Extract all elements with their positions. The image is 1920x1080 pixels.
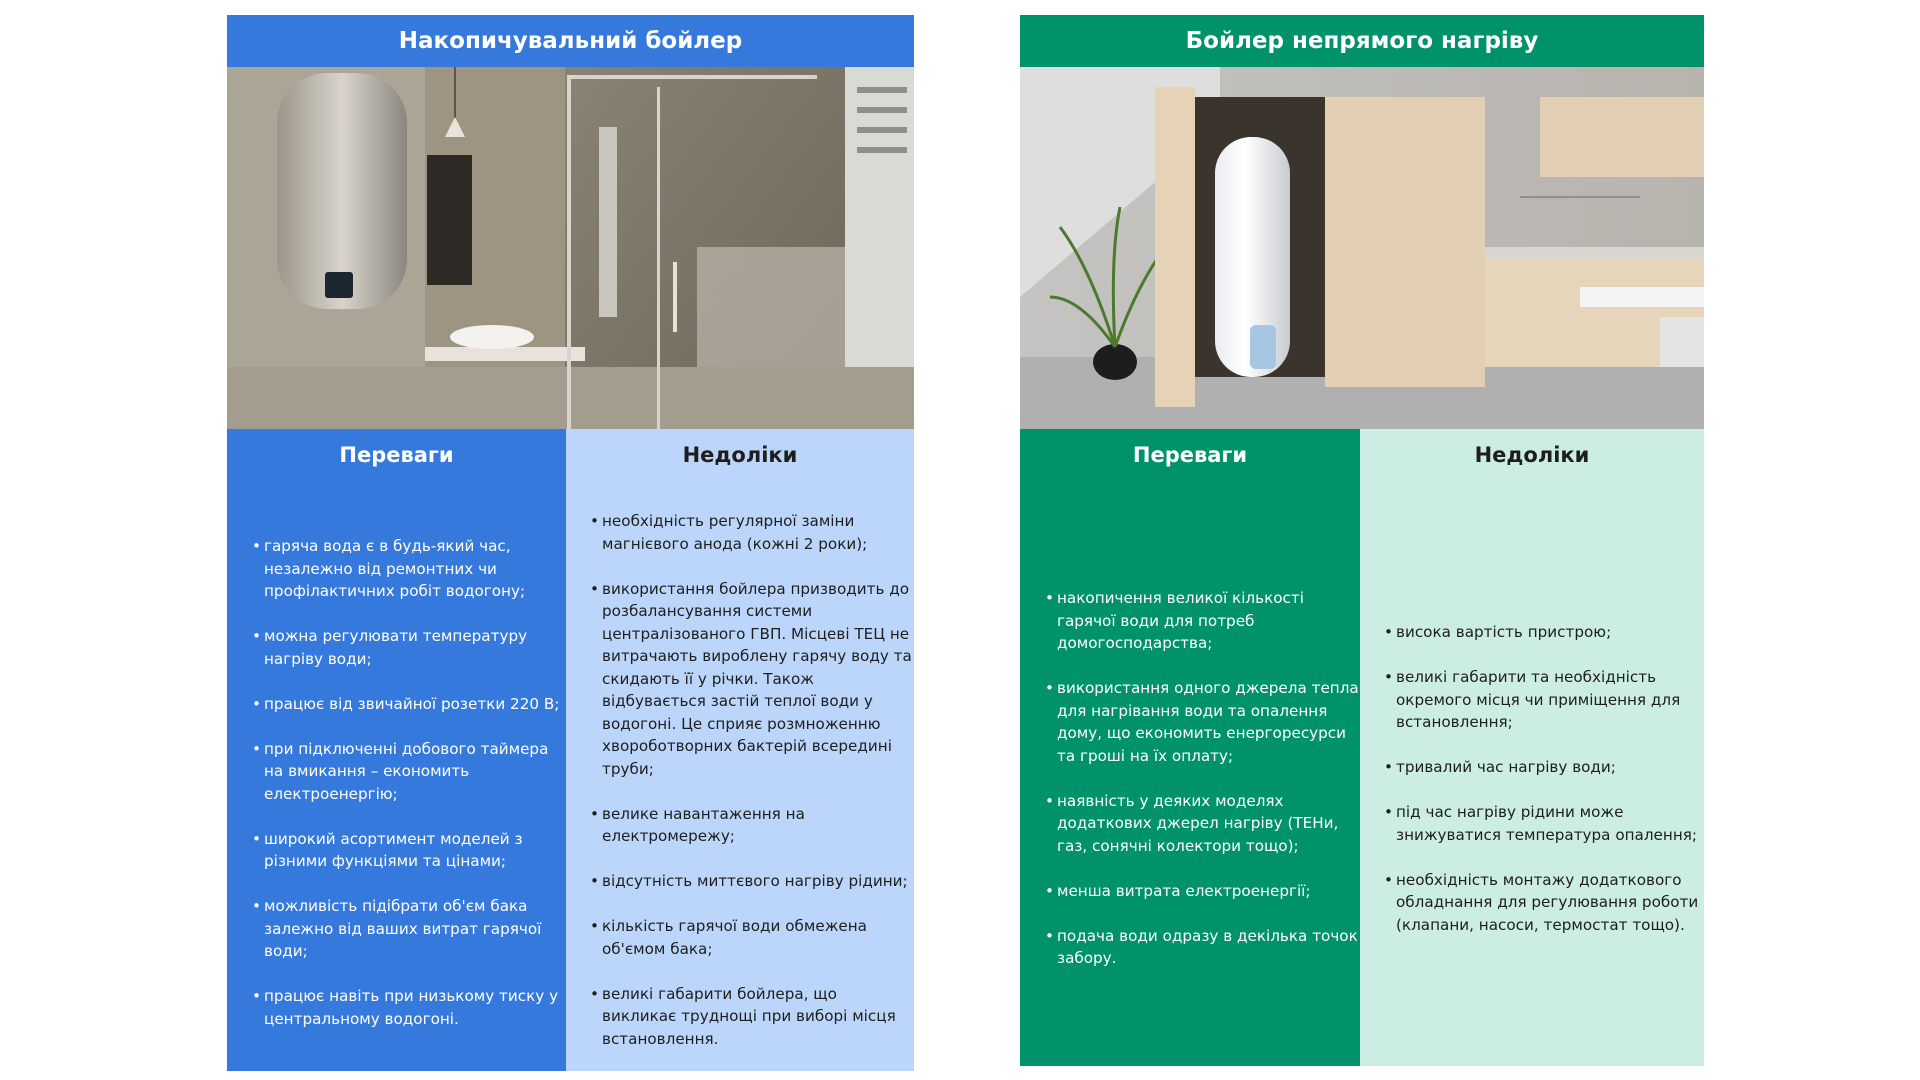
list-item: • використання одного джерела тепла для нагрівання води та опалення дому, що економить енергоресурси та гроші на їх оплату; xyxy=(1045,677,1360,767)
boiler-kitchen-photo xyxy=(1020,67,1704,429)
list-item: • необхідність монтажу додаткового обладнання для регулювання роботи (клапани, насоси, термостат тощо). xyxy=(1384,869,1704,937)
list-item: • наявність у деяких моделях додаткових джерел нагріву (ТЕНи, газ, сонячні колектори тощо); xyxy=(1045,790,1360,858)
card-title: Накопичувальний бойлер xyxy=(227,15,914,67)
pros-list xyxy=(227,483,566,1030)
cons-list xyxy=(566,483,914,1050)
list-item: • велике навантаження на електромережу; xyxy=(590,803,914,848)
list-item: • можна регулювати температуру нагріву води; xyxy=(252,625,566,670)
list-item: • при підключенні добового таймера на вмикання – економить електроенергію; xyxy=(252,738,566,806)
list-item: • тривалий час нагріву води; xyxy=(1384,756,1704,779)
list-item: • подача води одразу в декілька точок забору. xyxy=(1045,925,1360,970)
list-item: • кількість гарячої води обмежена об'ємом бака; xyxy=(590,915,914,960)
card-title: Бойлер непрямого нагріву xyxy=(1020,15,1704,67)
card-storage-boiler xyxy=(227,15,914,1071)
list-item: • працює від звичайної розетки 220 В; xyxy=(252,693,566,716)
cons-list xyxy=(1360,483,1704,936)
list-item: • використання бойлера призводить до розбалансування системи централізованого ГВП. Місцеві ТЕЦ не витрачають вироблену гарячу воду та скидають її у річки. Також відбувається застій теплої води у водогоні. Це сприяє розмноженню хвороботворних бактерій всередині труби; xyxy=(590,578,914,781)
pros-column xyxy=(1020,429,1360,1066)
bathroom-illustration xyxy=(227,67,914,429)
list-item: • відсутність миттєвого нагріву рідини; xyxy=(590,870,914,893)
pros-heading: Переваги xyxy=(1132,443,1248,467)
list-item: • гаряча вода є в будь-який час, незалежно від ремонтних чи профілактичних робіт водогону; xyxy=(252,535,566,603)
list-item: • необхідність регулярної заміни магнієвого анода (кожні 2 роки); xyxy=(590,510,914,555)
pros-list xyxy=(1020,483,1360,970)
cons-heading: Недоліки xyxy=(1474,443,1590,467)
boiler-bathroom-photo xyxy=(227,67,914,429)
pros-column xyxy=(227,429,566,1071)
list-item: • накопичення великої кількості гарячої води для потреб домогосподарства; xyxy=(1045,587,1360,655)
list-item: • висока вартість пристрою; xyxy=(1384,621,1704,644)
list-item: • великі габарити та необхідність окремого місця чи приміщення для встановлення; xyxy=(1384,666,1704,734)
list-item: • великі габарити бойлера, що викликає труднощі при виборі місця встановлення. xyxy=(590,983,914,1051)
list-item: • широкий асортимент моделей з різними функціями та цінами; xyxy=(252,828,566,873)
pros-heading: Переваги xyxy=(339,443,454,467)
cons-column xyxy=(1360,429,1704,1066)
list-item: • можливість підібрати об'єм бака залежно від ваших витрат гарячої води; xyxy=(252,895,566,963)
list-item: • під час нагріву рідини може знижуватися температура опалення; xyxy=(1384,801,1704,846)
cons-column xyxy=(566,429,914,1071)
card-indirect-boiler xyxy=(1020,15,1704,1066)
list-item: • менша витрата електроенергії; xyxy=(1045,880,1360,903)
kitchen-illustration xyxy=(1020,67,1704,429)
list-item: • працює навіть при низькому тиску у центральному водогоні. xyxy=(252,985,566,1030)
cons-heading: Недоліки xyxy=(682,443,798,467)
